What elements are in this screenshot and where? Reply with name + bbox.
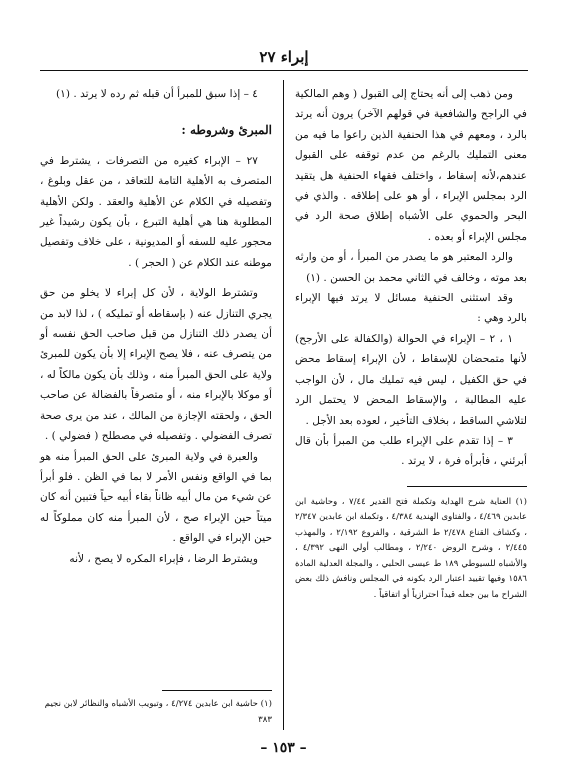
right-column <box>295 84 527 603</box>
column-divider <box>283 80 284 730</box>
paragraph: والعبرة في ولاية المبرئ على الحق المبرأ منه هو بما في الواقع ونفس الأمر لا بما في الظن . فلو أبرأ عن شيء من مال أبيه ظاناً بقاء أبيه حياً فتبين أنه كان ميتاً حين الإبراء صح ، لأن المبرأ منه كان مملوكاً له حين الإبراء في الواقع . <box>40 450 272 545</box>
section-heading: المبرئ وشروطه : <box>181 123 272 138</box>
page-header <box>40 44 528 71</box>
footnote: (١) حاشية ابن عابدين ٤/٢٧٤ ، وتبويب الأشباه والنظائر لابن نجيم ٣٨٣ <box>44 699 272 725</box>
paragraph: ٣ – إذا تقدم على الإبراء طلب من المبرأ بأن قال أبرئني ، فأبرأه فرة ، لا يرتد . <box>295 434 527 468</box>
footnote-rule <box>162 690 272 691</box>
footnote-rule <box>407 486 527 487</box>
footnote: (١) العناية شرح الهداية وتكملة فتح القدير ٧/٤٤ ، وحاشية ابن عابدين ٤/٤٦٩ ، والفتاوى الهندية ٤/٣٨٤ ، وتكملة ابن عابدين ٢/٣٤٧ ، وكشاف القناع ٢/٤٧٨ ط الشرقية ، والفروع ٢/١٩٢ ، والمهذب ٢/٤٤٥ ، وشرح الروض ٢/٢٤٠ ، ومطالب أولي النهى ٤/٣٩٢ ، والأشباه للسيوطي ١٨٩ ط عيسى الحلبي ، والمجلة العدلية المادة ١٥٨٦ وفيها تقييد اعتبار الرد بكونه في المجلس ونافش ذلك بعض الشراح ما بين جعله قيداً احترازياً أو اتفاقياً . <box>295 496 528 600</box>
page-number: – ١٥٣ – <box>260 740 307 756</box>
header-title: إبراء ٢٧ <box>259 48 309 66</box>
paragraph: ومن ذهب إلى أنه يحتاج إلى القبول ( وهم المالكية في الراجح والشافعية في قولهم الآخر) يرون أنه يرتد بالرد ، ومعهم في هذا الحنفية الذين راعوا ما فيه من معنى التمليك بالرغم من عدم توقفه على القبول عندهم،لأنه إسقاط ، واختلف فقهاء الحنفية هل يتقيد الرد بمجلس الإبراء ، أو هو على إطلاقه . والذي في البحر والحموي على الأشباه إطلاق صحة الرد في مجلس الإبراء أو بعده . <box>295 88 527 243</box>
paragraph: وقد استثنى الحنفية مسائل لا يرتد فيها الإبراء بالرد وهي : <box>295 292 527 325</box>
paragraph: ويشترط الرضا ، فإبراء المكره لا يصح ، لأنه <box>69 552 258 565</box>
paragraph: والرد المعتبر هو ما يصدر من المبرأ ، أو من وارثه بعد موته ، وخالف في الثاني محمد بن الحسن . (١) <box>295 251 527 284</box>
paragraph: ١ ، ٢ – الإبراء في الحوالة (والكفالة على الأرجح) لأنها متمحضان للإسقاط ، لأن الإبراء إسقاط محض في حق الكفيل ، ليس فيه تمليك مال ، لأن الواجب عليه المطالبة ، والإسقاط المحض لا يحتمل الرد لتلاشي الساقط ، بخلاف التأخير ، لعوده بعد الأجل . <box>295 332 527 427</box>
paragraph: ٢٧ – الإبراء كغيره من التصرفات ، يشترط في المتصرف به الأهلية التامة للتعاقد ، من عقل وبلوغ ، وتفصيله في الكلام عن الأهلية والعقد . ولكن الأهلية المطلوبة هنا هي أهلية التبرع ، بأن يكون رشيداً غير محجور عليه للسفه أو المديونية ، على خلاف وتفصيل موطنه عند الكلام عن ( الحجر ) . <box>40 154 272 269</box>
paragraph: وتشترط الولاية ، لأن كل إبراء لا يخلو من حق يجري التنازل عنه ( بإسقاطه أو تمليكه ) ، لذا لابد من أن يصدر ذلك التنازل من قبل صاحب الحق نفسه أو من يتصرف عنه ، فلا يصح الإبراء إلا بأن يكون للمبرئ ولاية على الحق المبرأ منه ، وذلك بأن يكون مالكاً له ، أو موكلا بالإبراء منه ، أو متصرفاً بالفضالة عن صاحب الحق ، ولحقته الإجازة من المالك ، عند من يرى صحة تصرف الفضولي . وتفصيله في مصطلح ( فضولي ) . <box>40 287 272 443</box>
left-column <box>40 84 272 569</box>
list-item: ٤ – إذا سبق للمبرأ أن قبله ثم رده لا يرتد . (١) <box>55 88 258 100</box>
left-footnote-block <box>40 690 272 728</box>
